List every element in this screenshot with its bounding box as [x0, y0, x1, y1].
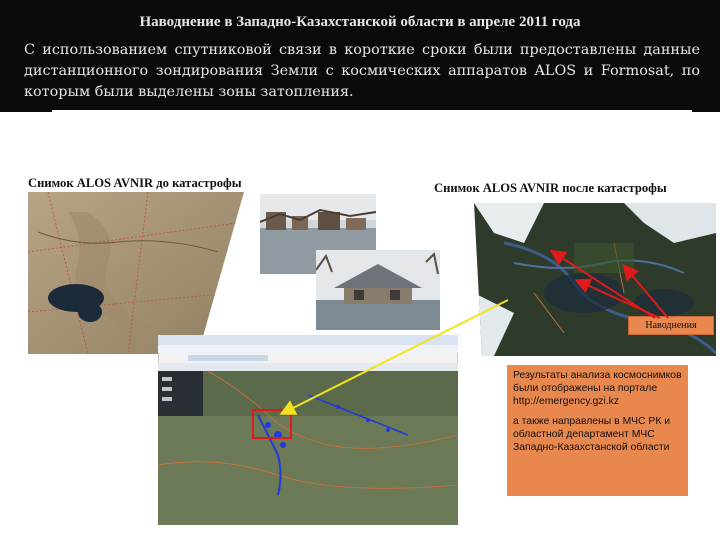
divider	[52, 110, 692, 112]
label-before: Снимок ALOS AVNIR до катастрофы	[28, 176, 242, 190]
label-after: Снимок ALOS AVNIR после катастрофы	[434, 181, 667, 195]
satellite-image-before	[28, 192, 244, 354]
flood-callout: Наводнения	[628, 316, 714, 335]
results-text: Результаты анализа космоснимков были отображены на портале http://emergency.gzi.kz	[513, 370, 682, 407]
header-band	[0, 0, 720, 112]
flood-photo-2	[316, 250, 440, 330]
results-text-2: а также направлены в МЧС РК и областной департамент МЧС Западно-Казахстанской области	[513, 416, 671, 453]
intro-text: С использованием спутниковой связи в короткие сроки были предоставлены данные дистанционного зондирования Земли с космических аппаратов ALOS и Formosat, по которым были выделены зоны затопления.	[24, 42, 700, 100]
page-title: Наводнение в Западно-Казахстанской области в апреле 2011 года	[139, 14, 581, 30]
results-callout	[507, 365, 688, 496]
portal-screenshot	[158, 335, 458, 525]
